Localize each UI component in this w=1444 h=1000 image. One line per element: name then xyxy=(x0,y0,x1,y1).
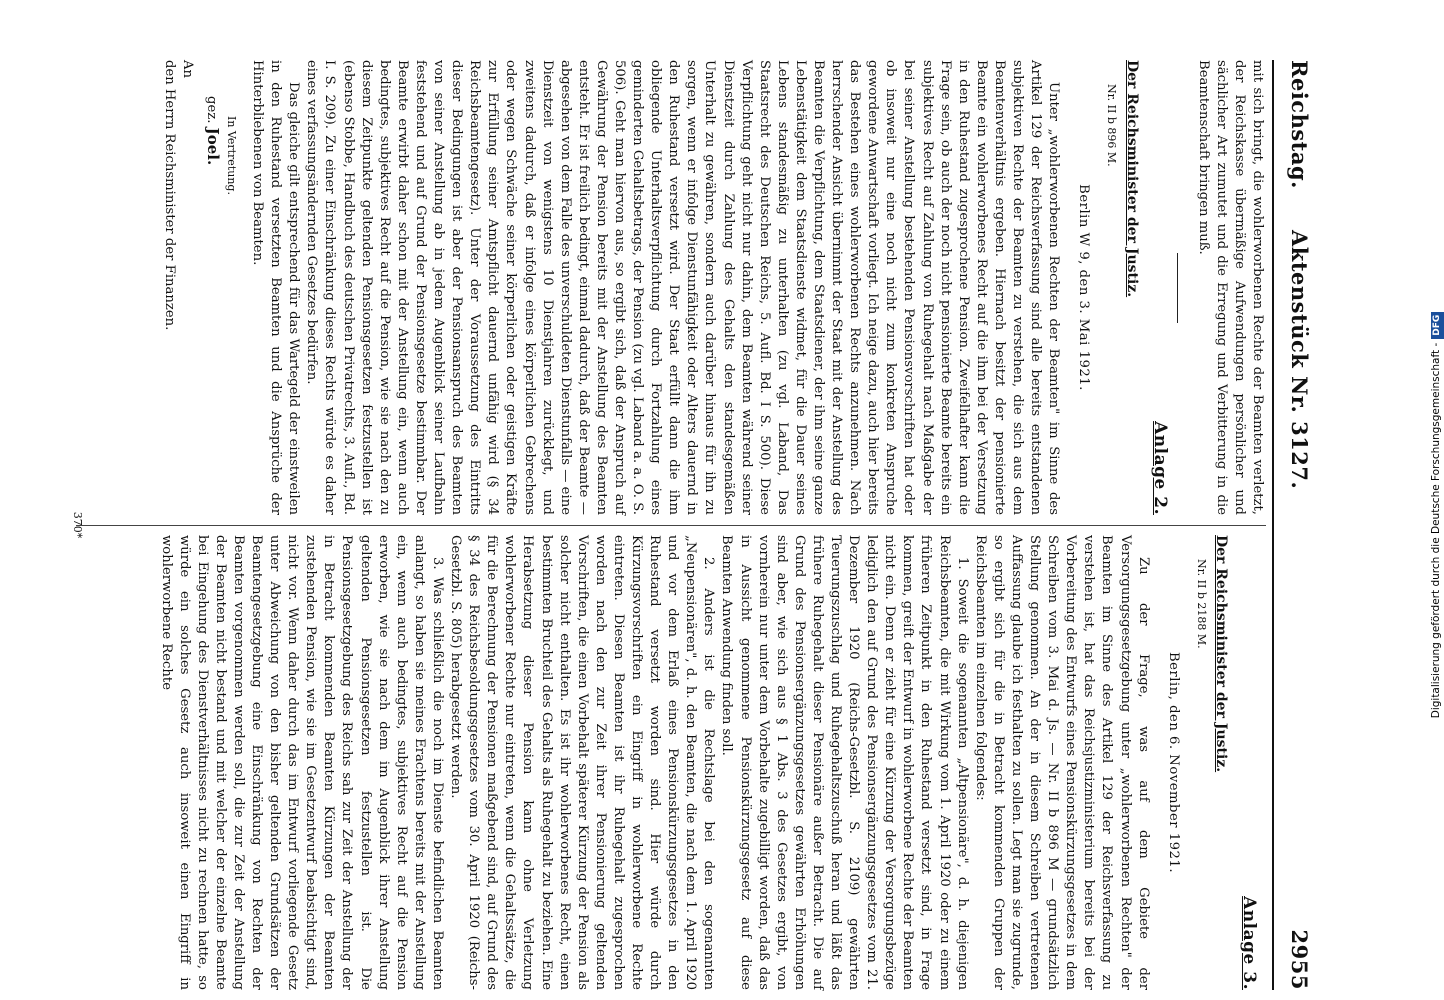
body-paragraph: Zu der Frage, was auf dem Gebiete der Versorgungsgesetzgebung unter „wohlerworbenen Rechten" der Beamten im Sinne des Artikel 129 der Reichsverfassung zu verstehen ist, hat das Reichsjustizministerium bereits bei der Vorbereitung des Entwurfs eines Pensionskürzungsgesetzes in dem Schreiben vom 3. Mai d. Js. — Nr. II b 896 M — grundsätzlich Stellung genommen. An der in diesem Schreiben vertretenen Auffassung glaube ich festhalten zu sollen. Legt man sie zugrunde, so ergibt sich für die in Betracht kommenden Gruppen der Reichsbeamten im einzelnen folgendes: xyxy=(972,535,1151,990)
address-line: An xyxy=(179,60,195,79)
page-number: 2955 xyxy=(1287,929,1312,990)
sender: Der Reichsminister der Justiz. xyxy=(1123,60,1140,298)
left-column xyxy=(76,60,1266,515)
anlage-heading: Anlage 2. xyxy=(1149,421,1170,515)
reference-number: Nr. II b 2188 M. xyxy=(1194,559,1208,649)
place-date: Berlin W 9, den 3. Mai 1921. xyxy=(1076,184,1092,391)
intro-paragraph: mit sich bringt, die wohlerworbenen Rechte der Beamten verletzt, der Reichskasse übermäßige Aufwendungen persönlicher und sächlicher Art zumutet und die Erregung und Verbitterung in die Beamtenschaft bringen muß. xyxy=(1195,60,1265,515)
body-paragraph: Unter „wohlerworbenen Rechten der Beamten" im Sinne des Artikel 129 der Reichsverfassung sind alle bereits entstandenen subjektiven Rechte der Beamten zu verstehen, die sich aus dem Beamtenverhältnis ergeben. Hiernach besitzt der pensionierte Beamte ein wohlerworbenes Recht auf die ihm bei der Versetzung in den Ruhestand zugesprochene Pension. Zweifelhafter kann die Frage sein, ob auch der noch nicht pensionierte Beamte bereits ein subjektives Recht auf Zahlung von Ruhegehalt nach Maßgabe der bei seiner Anstellung bestehenden Pensionsvorschriften hat oder ob insoweit nur eine noch nicht zum konkreten Anspruche gewordene Anwartschaft vorliegt. Ich neige dazu, auch hier bereits das Bestehen eines wohlerworbenen Rechts anzunehmen. Nach herrschender Ansicht übernimmt der Staat mit der Anstellung des Beamten die Verpflichtung, dem Staatsdiener, der ihm seine ganze Lebenstätigkeit dem Staatsdienste widmet, für die Dauer seines Lebens standesmäßig zu unterhalten (zu vgl. Laband, Das Staatsrecht des Deutschen Reichs, 5. Aufl. Bd. I S. 500). Diese Verpflichtung geht nicht nur dahin, dem Beamten während seiner Dienstzeit durch Zahlung des Gehalts den standesgemäßen Unterhalt zu gewähren, sondern auch darüber hinaus für ihn zu sorgen, wenn er infolge Dienstunfähigkeit oder Alters dauernd in den Ruhestand versetzt wird. Der Staat erfüllt dann die ihm obliegende Unterhaltsverpflichtung durch Fortzahlung eines geminderten Gehaltsbetrags, der Pension (zu vgl. Laband a. a. O. S. 506). Geht man hiervon aus, so ergibt sich, daß der Anspruch auf Gewährung der Pension bereits mit der Anstellung des Beamten entsteht. Er ist freilich bedingt, einmal dadurch, daß der Beamte — abgesehen von dem Falle des unverschuldeten Dienstunfalls — eine Dienstzeit von wenigstens 10 Dienstjahren zurücklegt, und zweitens dadurch, daß er infolge eines körperlichen Gebrechens oder wegen Schwäche seiner körperlichen oder geistigen Kräfte zur Erfüllung seiner Amtspflicht dauernd unfähig wird (§ 34 Reichsbeamtengesetz). Unter der Voraussetzung des Eintritts dieser Bedingungen ist aber der Pensionsanspruch des Beamten von seiner Anstellung ab in jedem Augenblick seiner Laufbahn feststehend und auf Grund der Pensionsgesetze bestimmbar. Der Beamte erwirbt daher schon mit der Anstellung ein, wenn auch bedingtes, subjektives Recht auf die Pension, wie sie nach den zu diesem Zeitpunkte geltenden Pensionsgesetzen festzustellen ist (ebenso Stobbe, Handbuch des deutschen Privatrechts, 3. Aufl., Bd. I. S. 209). Zu einer Einschränkung dieses Rechts würde es daher eines verfassungsändernden Gesetzes bedürfen. xyxy=(304,60,1062,515)
right-column xyxy=(76,535,1266,990)
body-paragraph: 3. Was schließlich die noch im Dienste befindlichen Beamten anlangt, so haben sie meines Erachtens bereits mit der Anstellung ein, wenn auch bedingtes, subjektives Recht auf die Pension erworben, wie sie nach dem im Augenblick ihrer Anstellung geltenden Pensionsgesetzen festzustellen ist. Die Pensionsgesetzgebung des Reichs sah zur Zeit der Anstellung der in Betracht kommenden Beamten Kürzungen der Beamten zustehenden Pension, wie sie im Gesetzentwurf beabsichtigt sind, nicht vor. Wenn daher durch das im Entwurf vorliegende Gesetz unter Abweichung von den bisher geltenden Grundsätzen der Beamtengesetzgebung eine Einschränkung von Rechten der Beamten vorgenommen werden soll, die zur Zeit der Anstellung der Beamten nicht bestand und mit welcher der einzelne Beamte bei Eingehung des Dienstverhältnisses nicht zu rechnen hatte, so würde ein solches Gesetz auch insoweit einen Eingriff in wohlerworbene Rechte xyxy=(158,535,445,990)
header-left: Reichstag. xyxy=(1287,60,1312,189)
page-marker: 370* xyxy=(71,511,84,539)
dfg-logo: DFG xyxy=(1431,312,1444,339)
place-date: Berlin, den 6. November 1921. xyxy=(1165,651,1181,874)
signature-name: Joel. xyxy=(203,127,222,166)
header-center: Aktenstück Nr. 3127. xyxy=(1287,230,1312,490)
reference-number: Nr. II b 896 M. xyxy=(1105,84,1119,167)
document-page xyxy=(62,60,1312,990)
page-header xyxy=(1278,60,1312,990)
header-rule xyxy=(1272,60,1274,990)
address-line: den Herrn Reichsminister der Finanzen. xyxy=(161,60,177,331)
signature-prefix: gez. xyxy=(203,96,219,124)
anlage-heading: Anlage 3. xyxy=(1239,896,1259,990)
body-paragraph: Das gleiche gilt entsprechend für das Wartegeld der einstweilen in den Ruhestand versetzten Beamten und die Ansprüche der Hinterbliebenen von Beamten. xyxy=(250,60,302,515)
section-divider xyxy=(1177,253,1178,323)
signature xyxy=(202,96,222,515)
sender: Der Reichsminister der Justiz. xyxy=(1212,535,1229,773)
signature-intro: In Vertretung. xyxy=(225,116,239,195)
footer-text: Digitalisierung gefördert durch die Deutsche Forschungsgemeinschaft - xyxy=(1430,342,1442,719)
column-divider xyxy=(76,525,1266,526)
body-paragraph: 1. Soweit die sogenannten „Altpensionäre", d. h. diejenigen Reichsbeamten, die mit Wirkung vom 1. April 1920 oder zu einem früheren Zeitpunkt in den Ruhestand versetzt sind, in Frage kommen, greift der Entwurf in wohlerworbene Rechte der Beamten nicht ein. Denn er zieht für eine Kürzung der Versorgungsbezüge lediglich den auf Grund des Pensionsergänzungsgesetzes vom 21. Dezember 1920 (Reichs-Gesetzbl. S. 2109) gewährten Teuerungszuschlag und Ruhegehaltszuschuß heran und läßt das frühere Ruhegehalt dieser Pensionäre außer Betracht. Die auf Grund des Pensionsergänzungsgesetzes gewährten Erhöhungen sind aber, wie sich aus § 1 Abs. 3 des Gesetzes ergibt, von vornherein nur unter dem Vorbehalte zugebilligt worden, daß das in Aussicht genommene Pensionskürzungsgesetz auf diese Beamten Anwendung finden soll. xyxy=(719,535,970,990)
body-paragraph: 2. Anders ist die Rechtslage bei den sogenannten „Neupensionären", d. h. den Beamten, die nach dem 1. April 1920 und vor dem Erlaß eines Pensionskürzungsgesetzes in den Ruhestand versetzt worden sind. Hier würde durch Kürzungsvorschriften ein Eingriff in wohlerworbene Rechte eintreten. Diesen Beamten ist ihr Ruhegehalt zugesprochen worden nach den zur Zeit ihrer Pensionierung geltenden Vorschriften, die einen Vorbehalt späterer Kürzung der Pension als solcher nicht enthalten. Es ist ihr wohlerworbenes Recht, einen bestimmten Bruchteil des Gehalts als Ruhegehalt zu beziehen. Eine Herabsetzung dieser Pension kann ohne Verletzung wohlerworbener Rechte nur eintreten, wenn die Gehaltssätze, die für die Berechnung der Pensionen maßgebend sind, auf Grund des § 34 des Reichsbesoldungsgesetzes vom 30. April 1920 (Reichs-Gesetzbl. S. 805) herabgesetzt werden. xyxy=(448,535,717,990)
